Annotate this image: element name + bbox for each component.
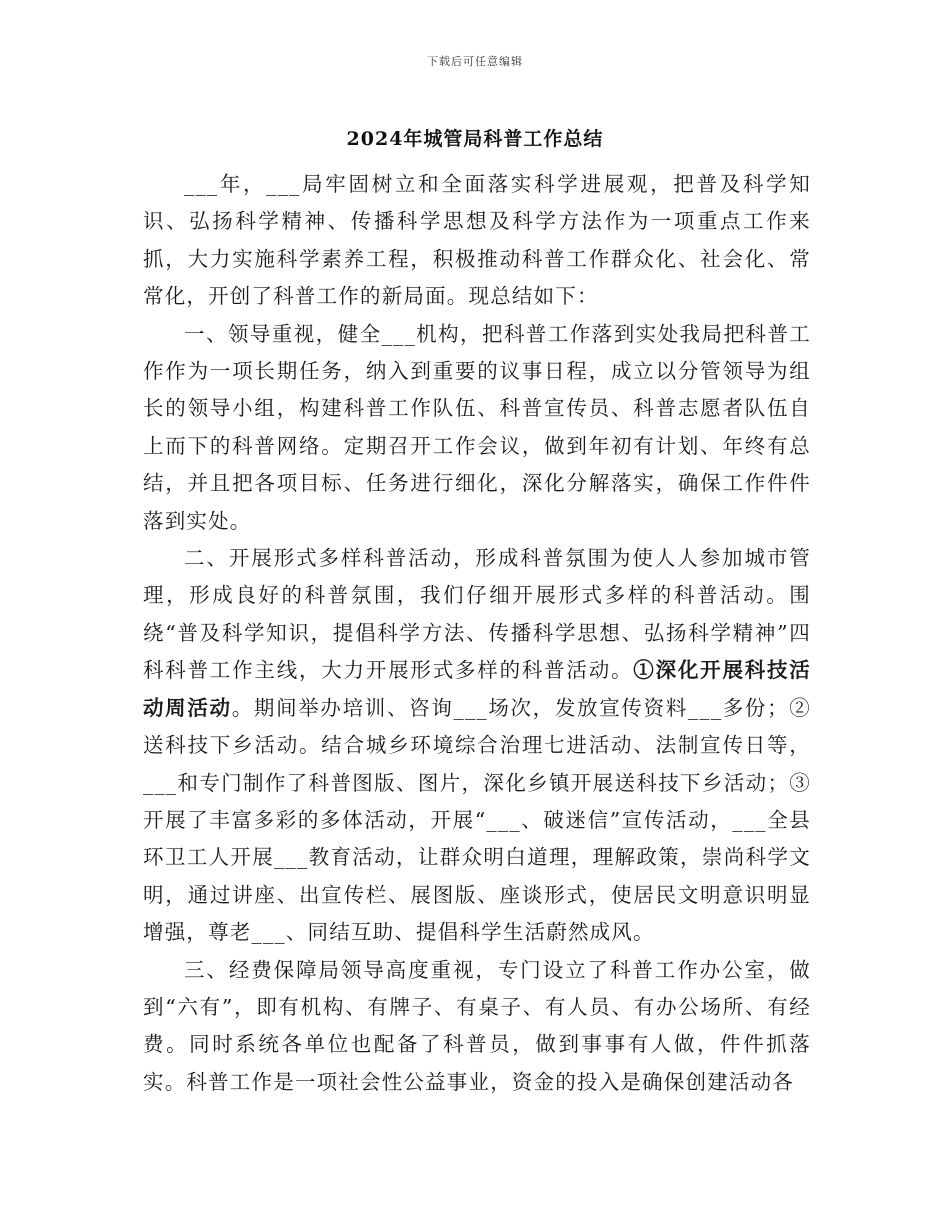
paragraph-intro: ___年，___局牢固树立和全面落实科学进展观，把普及科学知识、弘扬科学精神、传播科学思想及科学方法作为一项重点工作来抓，大力实施科学素养工程，积极推动科普工作群众化、社会化、常常化，开创了科普工作的新局面。现总结如下：	[143, 172, 811, 309]
document-title: 2024年城管局科普工作总结	[346, 128, 604, 150]
page-header-note: 下载后可任意编辑	[427, 55, 523, 68]
paragraph-section-one: 一、领导重视，健全___机构，把科普工作落到实处我局把科普工作作为一项长期任务，纳入到重要的议事日程，成立以分管领导为组长的领导小组，构建科普工作队伍、科普宣传员、科普志愿者队伍自上而下的科普网络。定期召开工作会议，做到年初有计划、年终有总结，并且把各项目标、任务进行细化，深化分解落实，确保工作件件落到实处。	[143, 321, 811, 533]
paragraph-section-two	[143, 540, 811, 951]
paragraph-text-segment: 。期间举办培训、咨询___场次，发放宣传资料___多份；②送科技下乡活动。结合城乡环境综合治理七进活动、法制宣传日等，___和专门制作了科普图版、图片，深化乡镇开展送科技下乡活动；③开展了丰富多彩的多体活动，开展“___、破迷信”宣传活动，___全县环卫工人开展___教育活动，让群众明白道理，理解政策，崇尚科学文明，通过讲座、出宣传栏、展图版、座谈形式，使居民文明意识明显增强，尊老___、同结互助、提倡科学生活蔚然成风。	[143, 695, 811, 945]
paragraph-text-segment: 二、开展形式多样科普活动，形成科普氛围为使人人参加城市管理，形成良好的科普氛围，我们仔细开展形式多样的科普活动。围绕“普及科学知识，提倡科学方法、传播科学思想、弘扬科学精神”四科科普工作主线，大力开展形式多样的科普活动。	[143, 546, 811, 683]
emphasized-text: ①深化开展科技活动周活动	[143, 658, 811, 720]
paragraph-section-three: 三、经费保障局领导高度重视，专门设立了科普工作办公室，做到“六有”，即有机构、有牌子、有桌子、有人员、有办公场所、有经费。同时系统各单位也配备了科普员，做到事事有人做，件件抓落实。科普工作是一项社会性公益事业，资金的投入是确保创建活动各	[143, 957, 811, 1094]
document-body	[143, 166, 811, 1101]
